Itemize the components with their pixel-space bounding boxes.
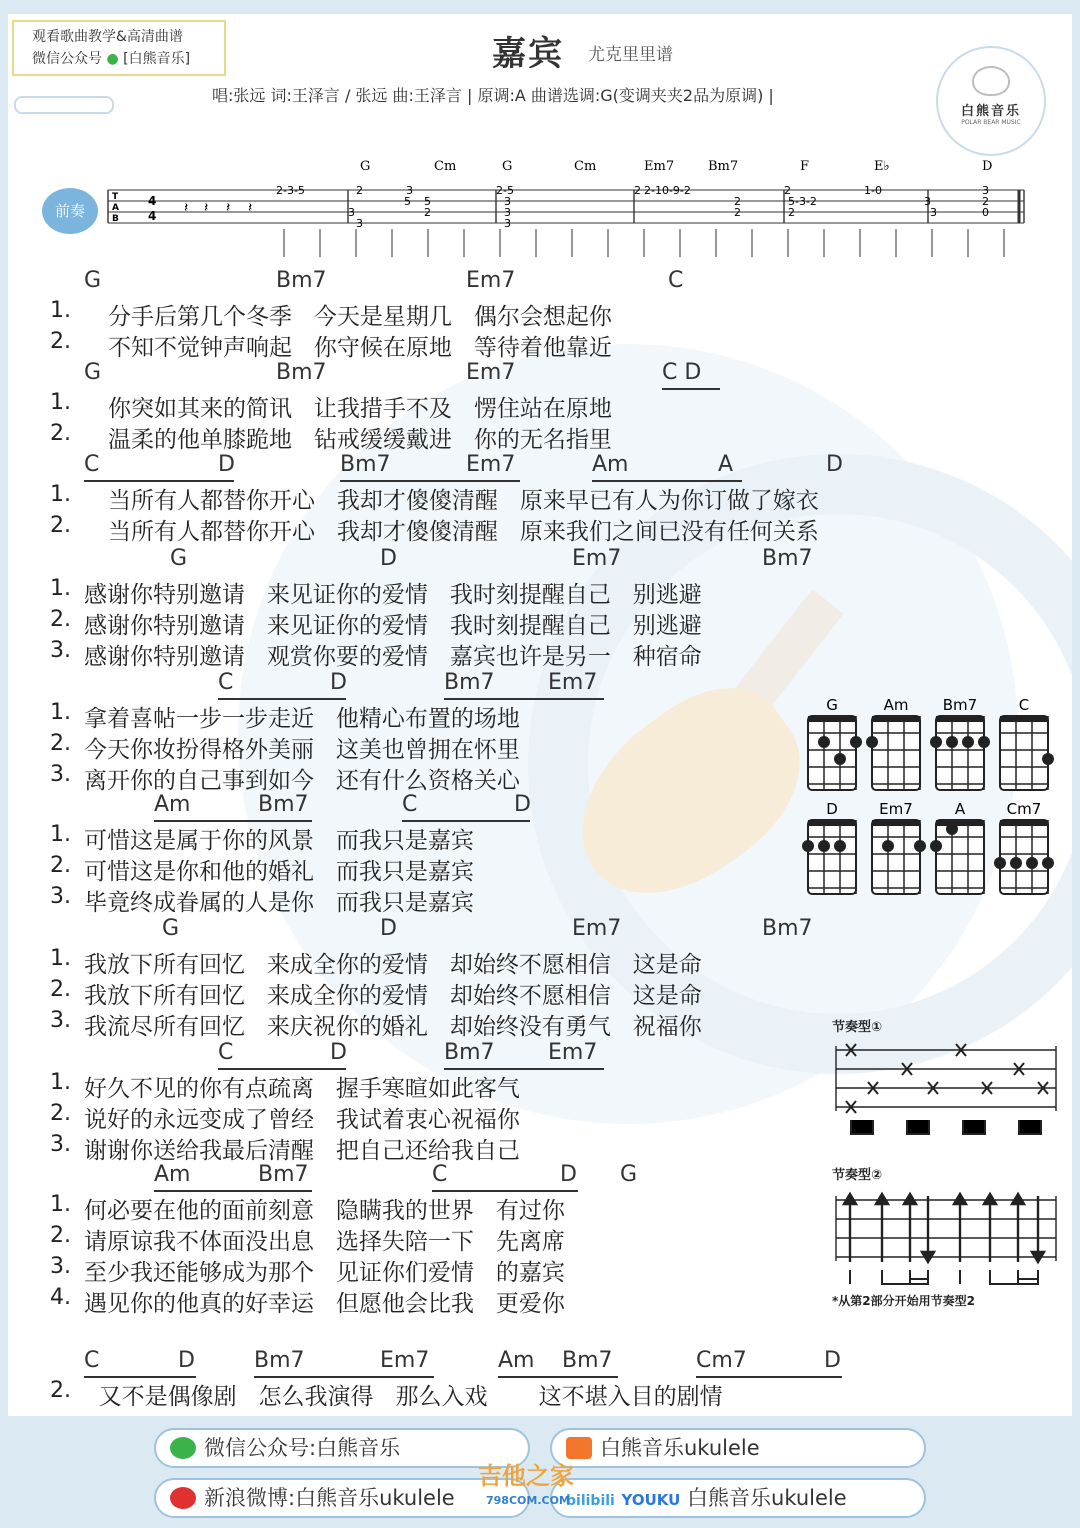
bear-icon — [972, 66, 1010, 96]
intro-chord: E♭ — [874, 159, 890, 174]
promo-line1: 观看歌曲教学&高清曲谱 — [32, 29, 183, 45]
tab-fret-number: 2 — [634, 184, 641, 197]
tab-fret-number: 2 — [356, 184, 363, 197]
chord-label: D — [330, 670, 347, 695]
lyric-line: 感谢你特别邀请 来见证你的爱情 我时刻提醒自己 别逃避 — [84, 582, 702, 608]
tab-fret-number: 3 — [356, 217, 363, 230]
svg-text:A: A — [112, 203, 119, 213]
chord-label: D — [380, 546, 397, 571]
chord-label: Em7 — [380, 1348, 430, 1373]
wechat-icon — [170, 1437, 196, 1459]
lyric-line: 你突如其来的简讯 让我措手不及 愣住站在原地 — [108, 396, 612, 422]
lyric-line: 毕竟终成眷属的人是你 而我只是嘉宾 — [84, 890, 474, 916]
tab-fret-number: 3 — [504, 195, 511, 208]
chord-label: G — [84, 268, 102, 293]
footer-video-text: 白熊音乐ukulele — [687, 1486, 847, 1510]
intro-chord: Em7 — [644, 159, 675, 174]
intro-chord: D — [982, 159, 993, 174]
bilibili-icon: bilibili — [566, 1493, 615, 1509]
verse-number: 4. — [50, 1285, 71, 1310]
chord-label: Bm7 — [444, 670, 495, 695]
chord-label: Bm7 — [562, 1348, 613, 1373]
svg-text:T: T — [112, 192, 119, 202]
verse-number: 1. — [50, 1192, 71, 1217]
verse-number: 1. — [50, 700, 71, 725]
verse-number: 2. — [50, 1223, 71, 1248]
lyric-line: 我放下所有回忆 来成全你的爱情 却始终不愿相信 这是命 — [84, 983, 702, 1009]
chord-label: Em7 — [466, 452, 516, 477]
rhythm-pattern2 — [832, 1186, 1062, 1296]
tab-fret-number: 2 — [784, 184, 791, 197]
brand-logo — [936, 46, 1046, 156]
logo-english: POLAR BEAR MUSIC — [961, 119, 1021, 126]
tab-fret-number: 3 — [504, 217, 511, 230]
verse-number: 3. — [50, 1008, 71, 1033]
lyric-line: 何必要在他的面前刻意 隐瞒我的世界 有过你 — [84, 1198, 565, 1224]
chord-label: Bm7 — [258, 792, 309, 817]
chord-label: C — [218, 1040, 234, 1065]
chord-diagram-name: Cm7 — [1006, 800, 1042, 818]
tab-fret-number: 3 — [504, 206, 511, 219]
weibo-icon — [170, 1487, 196, 1509]
verse-number: 1. — [50, 576, 71, 601]
verse-number: 1. — [50, 298, 71, 323]
song-credits: 唱:张远 词:王泽言 / 张远 曲:王泽言 | 原调:A 曲谱选调:G(变调夹夹2品为原调) | — [212, 86, 774, 105]
chord-diagram — [1000, 696, 1054, 790]
lyric-line: 离开你的自己事到如今 还有什么资格关心 — [84, 768, 520, 794]
chord-diagram-name: Am — [883, 696, 909, 714]
footer-weibo-text: 新浪微博:白熊音乐ukulele — [204, 1486, 455, 1510]
intro-tablature — [104, 158, 1034, 258]
chord-label: D — [826, 452, 843, 477]
song-title: 嘉宾 — [492, 34, 564, 74]
chord-label: G — [620, 1162, 638, 1187]
chord-label: D — [330, 1040, 347, 1065]
rhythm-note: *从第2部分开始用节奏型2 — [832, 1294, 975, 1308]
chord-label: Bm7 — [276, 360, 327, 385]
intro-chord: G — [502, 159, 513, 174]
chord-label: C — [668, 268, 684, 293]
chord-label: Em7 — [466, 360, 516, 385]
chord-diagram — [994, 800, 1054, 894]
chord-label: Bm7 — [258, 1162, 309, 1187]
verse-number: 2. — [50, 513, 71, 538]
chord-diagrams — [800, 694, 1070, 904]
lyric-line: 感谢你特别邀请 来见证你的爱情 我时刻提醒自己 别逃避 — [84, 613, 702, 639]
chord-label: C — [84, 452, 100, 477]
chord-label: Em7 — [572, 546, 622, 571]
svg-text:4: 4 — [148, 194, 157, 208]
chord-diagram — [930, 800, 984, 894]
lyric-line: 可惜这是你和他的婚礼 而我只是嘉宾 — [84, 859, 474, 885]
rhythm-pattern1-label: 节奏型① — [832, 1020, 883, 1035]
verse-number: 2. — [50, 1378, 71, 1403]
footer-video[interactable] — [550, 1478, 926, 1518]
lyric-line: 遇见你的他真的好幸运 但愿他会比我 更爱你 — [84, 1291, 565, 1317]
tab-fret-number: 2 — [982, 195, 989, 208]
lyric-line: 温柔的他单膝跪地 钻戒缓缓戴进 你的无名指里 — [108, 427, 612, 453]
chord-diagram-name: G — [826, 696, 838, 714]
chord-diagram — [802, 800, 856, 894]
lyric-line: 感谢你特别邀请 观赏你要的爱情 嘉宾也许是另一 种宿命 — [84, 644, 702, 670]
chord-label: D — [560, 1162, 577, 1187]
chord-diagram-name: D — [826, 800, 838, 818]
chord-label: G — [162, 916, 180, 941]
verse-number: 2. — [50, 329, 71, 354]
tab-fret-number: 3 — [348, 206, 355, 219]
watermark-url: 798COM.COM — [486, 1494, 570, 1507]
chord-label: A — [718, 452, 734, 477]
tab-fret-number: 2-5 — [496, 184, 514, 197]
chord-label: C D — [662, 360, 702, 385]
chord-label: Em7 — [466, 268, 516, 293]
chord-diagram-name: C — [1018, 696, 1030, 714]
svg-text:𝄽: 𝄽 — [204, 200, 209, 216]
intro-badge: 前奏 — [42, 188, 98, 234]
rhythm-pattern2-label: 节奏型② — [832, 1168, 883, 1183]
verse-number: 3. — [50, 762, 71, 787]
intro-chord: G — [360, 159, 371, 174]
song-subtitle: 尤克里里谱 — [588, 45, 673, 65]
tab-fret-number: 2 — [424, 206, 431, 219]
chord-label: D — [218, 452, 235, 477]
verse-number: 1. — [50, 946, 71, 971]
tab-fret-number: 2 — [734, 195, 741, 208]
lyric-line: 我放下所有回忆 来成全你的爱情 却始终不愿相信 这是命 — [84, 952, 702, 978]
chord-diagram — [930, 696, 990, 790]
lyric-line: 我流尽所有回忆 来庆祝你的婚礼 却始终没有勇气 祝福你 — [84, 1014, 702, 1040]
chord-diagram — [872, 800, 926, 894]
chord-label: Em7 — [572, 916, 622, 941]
chord-label: Bm7 — [762, 546, 813, 571]
tab-fret-number: 2 — [788, 206, 795, 219]
chord-label: Am — [154, 1162, 191, 1187]
lyric-line: 又不是偶像剧 怎么我演得 那么入戏 这不堪入目的剧情 — [84, 1384, 723, 1410]
chord-label: G — [84, 360, 102, 385]
wechat-icon: ● — [106, 51, 119, 67]
intro-chord: F — [800, 159, 810, 174]
chord-label: C — [84, 1348, 100, 1373]
chord-label: Cm7 — [696, 1348, 747, 1373]
chord-label: Bm7 — [276, 268, 327, 293]
svg-text:𝄽: 𝄽 — [248, 200, 253, 216]
verse-number: 2. — [50, 1101, 71, 1126]
promo-box — [12, 20, 226, 76]
tab-fret-number: 0 — [982, 206, 989, 219]
lyric-line: 说好的永远变成了曾经 我试着衷心祝福你 — [84, 1107, 520, 1133]
chord-label: Am — [498, 1348, 535, 1373]
logo-name: 白熊音乐 — [960, 104, 1021, 119]
verse-number: 3. — [50, 1132, 71, 1157]
chord-label: D — [824, 1348, 841, 1373]
chord-label: Bm7 — [444, 1040, 495, 1065]
tab-fret-number: 2-10-9-2 — [644, 184, 691, 197]
chord-underline — [662, 388, 720, 390]
chord-label: Em7 — [548, 670, 598, 695]
chord-label: D — [178, 1348, 195, 1373]
lyric-line: 可惜这是属于你的风景 而我只是嘉宾 — [84, 828, 474, 854]
chord-diagram-name: Bm7 — [942, 696, 978, 714]
chord-diagram-name: A — [954, 800, 966, 818]
lyric-line: 不知不觉钟声响起 你守候在原地 等待着他靠近 — [108, 335, 612, 361]
tab-fret-number: 5-3-2 — [788, 195, 817, 208]
tab-fret-number: 3 — [924, 195, 931, 208]
promo-tag: [白熊音乐] — [123, 51, 191, 67]
tab-fret-number: 5 — [404, 195, 411, 208]
lyric-line: 请原谅我不体面没出息 选择失陪一下 先离席 — [84, 1229, 565, 1255]
verse-number: 3. — [50, 638, 71, 663]
svg-text:𝄽: 𝄽 — [184, 200, 189, 216]
chord-label: Bm7 — [762, 916, 813, 941]
tab-fret-number: 1-0 — [864, 184, 882, 197]
lyric-line: 好久不见的你有点疏离 握手寒暄如此客气 — [84, 1076, 520, 1102]
svg-text:4: 4 — [148, 209, 157, 223]
footer-weibo[interactable] — [154, 1478, 530, 1518]
verse-number: 1. — [50, 482, 71, 507]
lyric-line: 谢谢你送给我最后清醒 把自己还给我自己 — [84, 1138, 520, 1164]
chord-label: Bm7 — [254, 1348, 305, 1373]
chord-label: D — [514, 792, 531, 817]
verse-number: 2. — [50, 977, 71, 1002]
intro-chord: Cm — [434, 159, 457, 174]
svg-text:𝄽: 𝄽 — [226, 200, 231, 216]
footer-wechat[interactable] — [154, 1428, 530, 1468]
chord-label: D — [380, 916, 397, 941]
tab-fret-number: 2-3-5 — [276, 184, 305, 197]
verse-number: 3. — [50, 1254, 71, 1279]
chord-label: Am — [592, 452, 629, 477]
ukulele-icon — [14, 96, 114, 114]
youku-icon: YOUKU — [621, 1491, 681, 1509]
verse-number: 1. — [50, 1070, 71, 1095]
lyric-line: 拿着喜帖一步一步走近 他精心布置的场地 — [84, 706, 520, 732]
lyric-line: 至少我还能够成为那个 见证你们爱情 的嘉宾 — [84, 1260, 565, 1286]
watermark: 吉他之家 — [478, 1462, 574, 1490]
chord-diagram-name: Em7 — [879, 800, 913, 818]
lyric-line: 今天你妆扮得格外美丽 这美也曾拥在怀里 — [84, 737, 520, 763]
verse-number: 2. — [50, 853, 71, 878]
footer-wechat-text: 微信公众号:白熊音乐 — [204, 1436, 401, 1460]
chord-label: Em7 — [548, 1040, 598, 1065]
lyric-line: 当所有人都替你开心 我却才傻傻清醒 原来我们之间已没有任何关系 — [108, 519, 819, 545]
chord-diagram — [808, 696, 862, 790]
lyric-line: 当所有人都替你开心 我却才傻傻清醒 原来早已有人为你订做了嫁衣 — [108, 488, 819, 514]
tab-fret-number: 3 — [982, 184, 989, 197]
tab-fret-number: 3 — [930, 206, 937, 219]
verse-number: 1. — [50, 390, 71, 415]
verse-number: 3. — [50, 884, 71, 909]
tab-fret-number: 2 — [734, 206, 741, 219]
promo-line2: 微信公众号 — [32, 51, 102, 67]
chord-label: C — [218, 670, 234, 695]
chord-label: C — [432, 1162, 448, 1187]
chord-label: C — [402, 792, 418, 817]
footer-taobao-text: 白熊音乐ukulele — [600, 1436, 760, 1460]
chord-diagram — [866, 696, 920, 790]
chord-label: Bm7 — [340, 452, 391, 477]
intro-chord: Cm — [574, 159, 597, 174]
footer-taobao[interactable] — [550, 1428, 926, 1468]
svg-text:B: B — [112, 214, 119, 224]
tab-fret-number: 3 — [406, 184, 413, 197]
lyric-line: 分手后第几个冬季 今天是星期几 偶尔会想起你 — [108, 304, 612, 330]
verse-number: 2. — [50, 607, 71, 632]
rhythm-pattern1 — [832, 1036, 1062, 1166]
verse-number: 1. — [50, 822, 71, 847]
chord-label: G — [170, 546, 188, 571]
verse-number: 2. — [50, 731, 71, 756]
tab-fret-number: 5 — [424, 195, 431, 208]
intro-chord: Bm7 — [708, 159, 739, 174]
verse-number: 2. — [50, 421, 71, 446]
chord-label: Am — [154, 792, 191, 817]
